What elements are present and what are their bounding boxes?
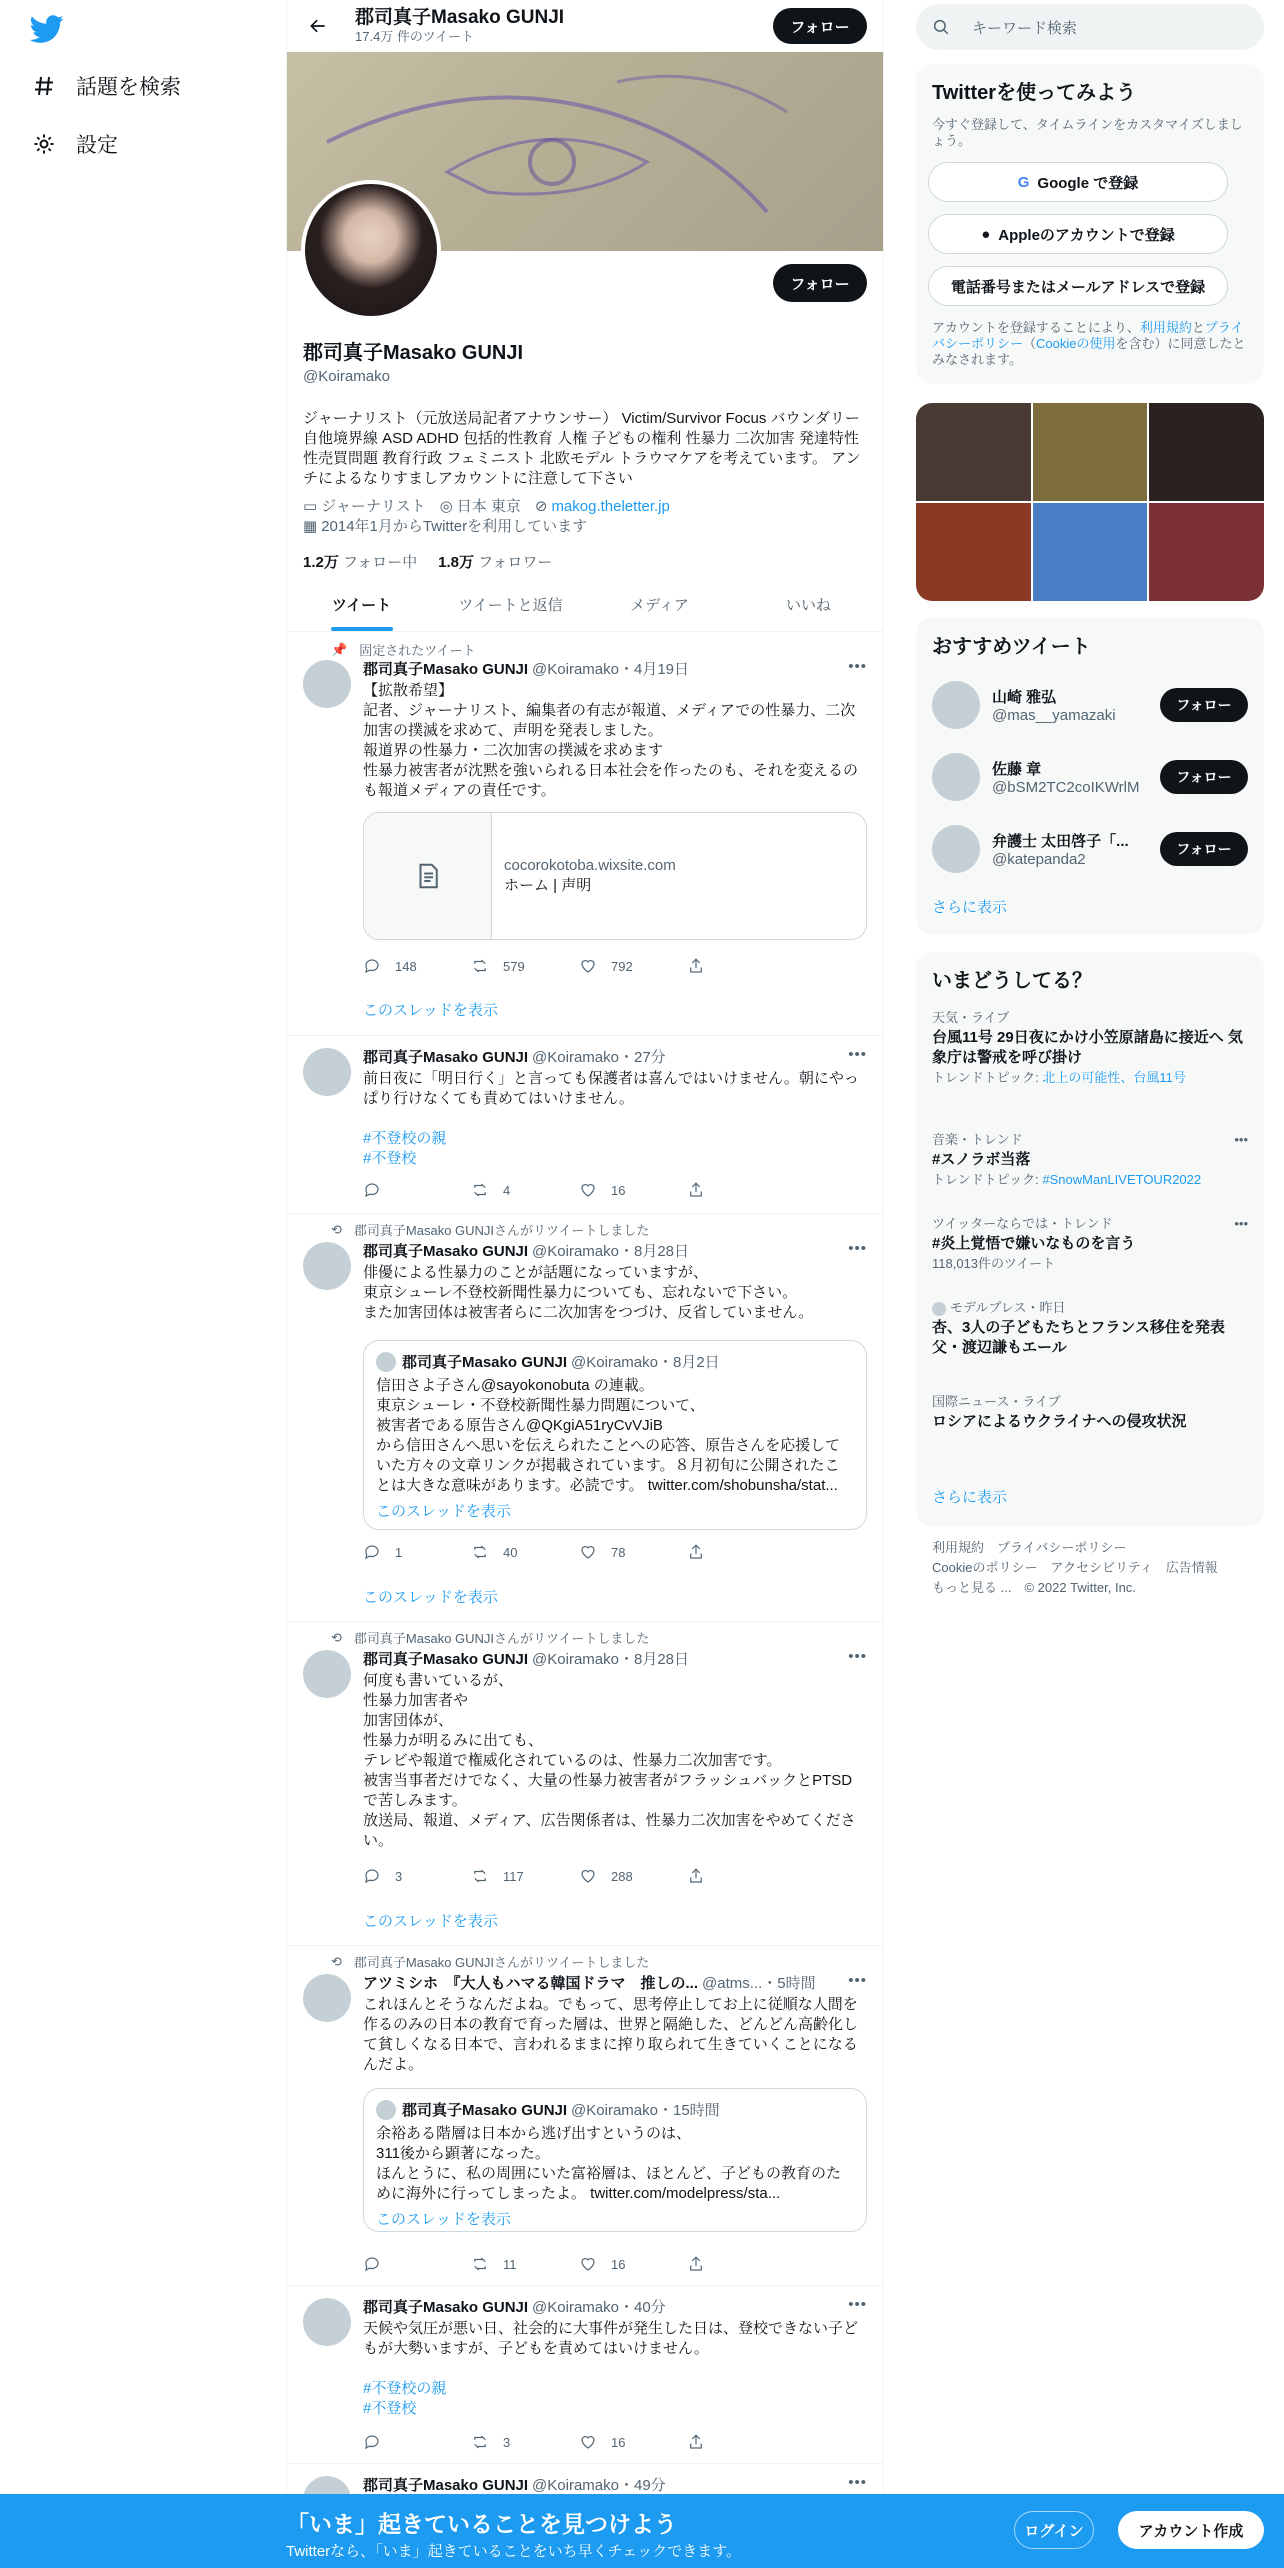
terms-link[interactable]: 利用規約 [1139,320,1192,335]
trend-title: #炎上覚悟で嫌いなものを言う [932,1235,1136,1252]
tweet-context [331,1220,649,1239]
tweet[interactable] [287,1622,883,1946]
profile-location-text: 日本 東京 [456,498,521,515]
quote-show-thread-link[interactable]: このスレッドを表示 [376,2211,511,2228]
tweet-header [363,658,867,679]
reply-count: 1 [395,1544,403,1560]
search-placeholder: キーワード検索 [972,19,1078,37]
tab-likes[interactable]: いいね [785,597,831,614]
login-prompt-bar [0,2494,1284,2568]
search-icon [932,18,950,36]
like-count: 16 [611,1182,626,1198]
recommended-title: おすすめツイート [932,636,1091,658]
more-icon[interactable]: ••• [848,2474,867,2491]
media-thumbnail[interactable] [916,503,1031,601]
profile-link-text[interactable]: makog.theletter.jp [551,498,670,515]
trend-sub-link[interactable]: 北上の可能性、台風11号 [1042,1070,1186,1085]
reply-icon [363,1543,381,1561]
more-icon[interactable]: ••• [848,1972,867,1989]
media-thumbnail[interactable] [1149,503,1264,601]
tab-tweets[interactable]: ツイート [287,578,436,631]
heart-icon [579,2433,597,2451]
tweet-body [363,2474,867,2495]
terms-paren: （ [1023,336,1037,351]
tweet-avatar[interactable] [303,1650,351,1698]
retweet-count: 11 [503,2256,517,2272]
tweet-context-text: 郡司真子Masako GUNJIさんがリツイートしました [353,1223,650,1238]
tweet-meta: @Koiramako・8月28日 [532,1651,689,1668]
retweet-button[interactable] [471,1866,579,1886]
tweet[interactable] [287,1036,883,1214]
show-thread-link[interactable]: このスレッドを表示 [363,1913,498,1930]
retweet-icon [471,957,489,975]
reply-count: 3 [395,1868,403,1884]
quote-header [376,1351,854,1372]
profile-stats [303,551,867,572]
tweet[interactable] [287,2286,883,2464]
trend-category: 天気・ライブ [932,1010,1010,1025]
recommended-name: 佐藤 章 [992,761,1042,778]
quote-header [376,2099,854,2120]
recommended-more-link[interactable]: さらに表示 [932,899,1008,916]
reply-button[interactable] [363,2432,471,2452]
tweet-actions [363,1866,795,1886]
apple-icon: ● [981,225,991,243]
recommended-user[interactable] [932,680,1248,730]
link-card[interactable] [363,812,867,940]
recommended-user[interactable] [932,824,1248,874]
nav-explore-label: 話題を検索 [76,76,181,99]
retweet-count: 3 [503,2434,511,2450]
trend-title: ロシアによるウクライナへの侵攻状況 [932,1413,1187,1430]
following-count: 1.2万 [303,554,339,571]
recommended-follow-button[interactable]: フォロー [1160,760,1248,794]
trend-item[interactable] [932,1010,1248,1086]
pin-icon: 📌 [331,641,348,657]
trend-sub-prefix: トレンドトピック: [932,1172,1043,1187]
profile-job-text: ジャーナリスト [321,498,426,515]
quote-author: 郡司真子Masako GUNJI [402,2102,568,2119]
header-name: 郡司真子Masako GUNJI [355,7,565,28]
quote-meta: @Koiramako・8月2日 [571,1354,720,1371]
share-icon [687,2433,705,2451]
tweet-text: 何度も書いているが、 性暴力加害者や 加害団体が、 性暴力が明るみに出ても、 テレビや報道で権威化されているのは、性暴力二次加害です。 被害当事者だけでなく、大量の性暴力被害者がフラッシュバックとPTSDで苦しみます。 放送局、報道、メディア、広告関係者は、性暴力二次加害をやめてください。 [363,1672,856,1849]
recommended-handle: @mas__yamazaki [992,707,1116,724]
terms-suffix: を含む）に同意したとみなされます。 [932,336,1246,367]
trends-panel [916,952,1264,1526]
quote-meta: @Koiramako・15時間 [571,2102,720,2119]
more-icon[interactable]: ••• [1234,1216,1248,1231]
retweet-button[interactable] [471,2432,579,2452]
tweet-header [363,1046,867,1067]
document-icon [364,813,492,939]
retweet-small-icon: ⟲ [331,1629,342,1645]
recommended-handle: @bSM2TC2coIKWrlM [992,779,1140,796]
tweet-author[interactable]: 郡司真子Masako GUNJI [363,1651,529,1668]
tweet-context-text: 固定されたツイート [359,643,476,658]
profile-job [303,497,426,517]
trend-item[interactable] [932,1132,1248,1188]
google-signup-label: Google で登録 [1037,174,1139,192]
trend-title: 台風11号 29日夜にかけ小笠原諸島に接近へ 気象庁は警戒を呼び掛け [932,1029,1243,1066]
cookie-link[interactable]: Cookieの使用 [1036,336,1116,351]
search-input[interactable] [916,4,1264,50]
followers-label: フォロワー [478,554,553,571]
heart-icon [579,1181,597,1199]
quote-avatar [376,1352,396,1372]
tweet-avatar[interactable] [303,660,351,708]
retweet-button[interactable] [471,2254,579,2274]
profile-avatar[interactable] [301,180,441,320]
profile-joined [303,517,867,537]
tweet-author[interactable]: 郡司真子Masako GUNJI [363,2477,529,2494]
tweet-header [363,1648,867,1669]
tweet-header [363,1240,867,1261]
like-button[interactable] [579,956,687,976]
footer-line[interactable]: Cookieのポリシー アクセシビリティ 広告情報 [932,1560,1218,1575]
profile-joined-text: 2014年1月からTwitterを利用しています [321,518,588,535]
hashtag-icon [30,72,58,100]
recommended-avatar[interactable] [932,825,980,873]
nav-settings-label: 設定 [76,134,118,157]
tab-tweets-replies[interactable]: ツイートと返信 [458,597,563,614]
trend-subtitle [932,1070,1248,1086]
reply-icon [363,2255,381,2273]
retweet-icon [471,1543,489,1561]
tweet-hashtags[interactable]: #不登校の親 #不登校 [363,2380,447,2417]
tweet-author[interactable]: 郡司真子Masako GUNJI [363,2299,529,2316]
more-icon[interactable]: ••• [848,1240,867,1257]
footer-line[interactable]: 利用規約 プライバシーポリシー [932,1540,1127,1555]
media-thumbnail[interactable] [1149,403,1264,501]
nav-explore[interactable] [30,66,181,106]
tweet-context [331,640,476,659]
tweet-meta: @Koiramako・49分 [532,2477,666,2494]
like-button[interactable] [579,2432,687,2452]
tweet-context [331,1628,649,1647]
more-icon[interactable]: ••• [848,1046,867,1063]
trend-sub-prefix: トレンドトピック: [932,1070,1043,1085]
media-grid [916,403,1264,601]
retweet-icon [471,2433,489,2451]
tweet-author[interactable]: アツミシホ 『大人もハマる韓国ドラマ 推しの... [363,1975,699,1992]
like-count: 78 [611,1544,626,1560]
signup-panel [916,64,1264,384]
following-link[interactable] [303,554,417,571]
right-sidebar [916,0,1264,2568]
more-icon[interactable]: ••• [848,658,867,675]
trends-more-link[interactable]: さらに表示 [932,1489,1008,1506]
tab-media[interactable]: メディア [630,597,689,614]
tweet-author[interactable]: 郡司真子Masako GUNJI [363,1243,529,1260]
tweet-avatar[interactable] [303,1974,351,2022]
terms-prefix: アカウントを登録することにより、 [932,320,1140,335]
like-count: 288 [611,1868,633,1884]
signup-title: Twitterを使ってみよう [932,82,1137,104]
recommended-follow-button[interactable]: フォロー [1160,832,1248,866]
tweet-header [363,1972,867,1993]
recommended-handle: @katepanda2 [992,851,1086,868]
tweet-context-text: 郡司真子Masako GUNJIさんがリツイートしました [353,1631,650,1646]
share-icon [687,957,705,975]
profile-name: 郡司真子Masako GUNJI [303,342,524,364]
google-icon: G [1017,173,1030,191]
share-button[interactable] [687,1180,795,1200]
tweet-body [363,1240,867,1323]
retweet-small-icon: ⟲ [331,1221,342,1237]
recommended-avatar[interactable] [932,681,980,729]
heart-icon [579,2255,597,2273]
recommended-name: 山崎 雅弘 [992,689,1057,706]
share-button[interactable] [687,1542,795,1562]
retweet-icon [471,1181,489,1199]
tweet-body [363,1972,867,2075]
like-button[interactable] [579,1542,687,1562]
tweet-context-text: 郡司真子Masako GUNJIさんがリツイートしました [353,1955,650,1970]
trends-title: いまどうしてる？ [932,970,1092,992]
trend-subtitle [932,1172,1248,1188]
followers-count: 1.8万 [438,554,474,571]
media-thumbnail[interactable] [916,403,1031,501]
terms-and: と [1191,320,1205,335]
card-title: ホーム | 声明 [504,877,592,894]
login-prompt-subtitle: Twitterなら、「いま」起きていることをいち早くチェックできます。 [286,2543,742,2560]
signup-terms [932,320,1248,368]
followers-link[interactable] [438,554,552,571]
recommended-follow-button[interactable]: フォロー [1160,688,1248,722]
reply-button[interactable] [363,1866,471,1886]
signup-subtitle: 今すぐ登録して、タイムラインをカスタマイズしましょう。 [932,117,1243,148]
login-prompt-title: 「いま」起きていることを見つけよう [286,2511,677,2537]
main-column [286,0,884,2568]
trend-category: 音楽・トレンド [932,1132,1023,1147]
trend-item[interactable] [932,1394,1248,1432]
gear-icon [30,130,58,158]
retweet-small-icon: ⟲ [331,1953,342,1969]
tweet-author[interactable]: 郡司真子Masako GUNJI [363,661,529,678]
reply-button[interactable] [363,2254,471,2274]
tweet-meta: @atms...・5時間 [702,1975,816,1992]
quote-tweet[interactable] [363,2088,867,2232]
more-icon[interactable]: ••• [848,2296,867,2313]
retweet-count: 579 [503,958,525,974]
phone-signup-button[interactable] [928,266,1228,306]
trend-category: ツイッターならでは・トレンド [932,1216,1113,1231]
tweet-actions [363,1542,795,1562]
recommended-name: 弁護士 太田啓子「... [992,833,1129,850]
trend-category-row [932,1300,1248,1316]
link-icon: ⊘ [534,498,548,515]
source-avatar [932,1302,946,1316]
quote-author: 郡司真子Masako GUNJI [402,1354,568,1371]
like-button[interactable] [579,1180,687,1200]
reply-button[interactable] [363,1180,471,1200]
tweet-avatar[interactable] [303,1242,351,1290]
reply-icon [363,1181,381,1199]
back-arrow-icon[interactable] [303,11,333,41]
tweet[interactable] [287,1214,883,1622]
tweet-body [363,2296,867,2419]
header-tweet-count: 17.4万 件のツイート [355,29,475,44]
retweet-button[interactable] [471,1542,579,1562]
reply-count: 148 [395,958,417,974]
share-icon [687,1543,705,1561]
tweet[interactable] [287,1946,883,2286]
recommended-avatar[interactable] [932,753,980,801]
tweet-meta: @Koiramako・4月19日 [532,661,689,678]
trend-category: モデルプレス・昨日 [950,1300,1066,1315]
tweet-author[interactable]: 郡司真子Masako GUNJI [363,1049,529,1066]
trend-item[interactable] [932,1300,1248,1358]
quote-text: 余裕ある階層は日本から逃げ出すというのは、 311後から顕著になった。 ほんとうに、私の周囲にいた富裕層は、ほとんど、子どもの教育のために海外に行ってしまったよ。 twitter.com/modelpress/sta... [376,2125,842,2202]
briefcase-icon: ▭ [303,498,318,515]
tweet[interactable] [287,632,883,1036]
footer-line[interactable]: もっと見る ... © 2022 Twitter, Inc. [932,1580,1136,1595]
phone-signup-label: 電話番号またはメールアドレスで登録 [950,278,1206,296]
profile-meta [303,497,867,517]
like-count: 792 [611,958,633,974]
header-follow-button[interactable]: フォロー [773,8,867,44]
google-signup-button[interactable] [928,162,1228,202]
apple-signup-label: Appleのアカウントで登録 [998,226,1175,244]
nav-settings[interactable] [30,124,118,164]
card-domain: cocorokotoba.wixsite.com [504,857,676,874]
tweet-hashtags[interactable]: #不登校の親 #不登校 [363,1130,447,1167]
share-icon [687,2255,705,2273]
twitter-logo-icon[interactable] [30,12,64,46]
share-button[interactable] [687,1866,795,1886]
like-count: 16 [611,2434,626,2450]
media-thumbnail[interactable] [1033,503,1148,601]
tweet-meta: @Koiramako・27分 [532,1049,666,1066]
retweet-icon [471,2255,489,2273]
tweet-context [331,1952,649,1971]
tweet-actions [363,956,795,976]
heart-icon [579,1543,597,1561]
trend-item[interactable] [932,1216,1248,1272]
heart-icon [579,957,597,975]
following-label: フォロー中 [343,554,418,571]
reply-icon [363,2433,381,2451]
tweet-header [363,2474,867,2495]
profile-follow-button[interactable]: フォロー [773,264,867,302]
profile-location [440,497,521,517]
profile-header-bar [287,0,883,52]
heart-icon [579,1867,597,1885]
tweet-meta: @Koiramako・8月28日 [532,1243,689,1260]
signup-button[interactable]: アカウント作成 [1118,2511,1264,2549]
tweet-avatar[interactable] [303,2298,351,2346]
reply-icon [363,1867,381,1885]
retweet-button[interactable] [471,1180,579,1200]
left-nav [0,0,286,2568]
privacy-link[interactable]: プライバシーポリシー [932,320,1244,351]
share-icon [687,1181,705,1199]
trend-title: 杏、3人の子どもたちとフランス移住を発表 父・渡辺謙もエール [932,1319,1225,1356]
profile-link[interactable] [535,497,670,517]
tweet-text: 俳優による性暴力のことが話題になっていますが、 東京シューレ不登校新聞性暴力についても、忘れないで下さい。 また加害団体は被害者らに二次加害をつづけ、反省していません。 [363,1264,814,1321]
tweet-text: 【拡散希望】 記者、ジャーナリスト、編集者の有志が報道、メディアでの性暴力、二次加害の撲滅を求めて、声明を発表しました。 報道界の性暴力・二次加害の撲滅を求めます 性暴力被害者が沈黙を強いられる日本社会を作ったのも、それを変えるのも報道メディアの責任です。 [363,682,859,799]
quote-avatar [376,2100,396,2120]
quote-show-thread-link[interactable]: このスレッドを表示 [376,1503,511,1520]
retweet-count: 117 [503,1868,524,1884]
calendar-icon: ▦ [303,518,318,535]
profile-handle: @Koiramako [303,368,390,385]
tweet-actions [363,2432,795,2452]
quote-text: 信田さよ子さん@sayokonobuta の連載。 東京シューレ・不登校新聞性暴力問題について、 被害者である原告さん@QKgiA51ryCvVJiB から信田さんへ思いを伝えられたことへの応答、原告さんを応援していた方々の文章リンクが掲載されています。８月初旬に公開されたことは大きな意味があります。必読です。 twitter.com/shobunsha/stat... [376,1377,841,1494]
share-button[interactable] [687,2432,795,2452]
apple-signup-button[interactable] [928,214,1228,254]
tweet-avatar[interactable] [303,1048,351,1096]
reply-icon [363,957,381,975]
reply-button[interactable] [363,1542,471,1562]
tweet-text: 前日夜に「明日行く」と言っても保護者は喜んではいけません。朝にやっぱり行けなくても責めてはいけません。 [363,1070,859,1107]
share-button[interactable] [687,956,795,976]
reply-button[interactable] [363,956,471,976]
trend-sub-link[interactable]: #SnowManLIVETOUR2022 [1042,1172,1202,1187]
media-thumbnail[interactable] [1033,403,1148,501]
tweet-header [363,2296,867,2317]
login-button[interactable]: ログイン [1014,2511,1094,2549]
show-thread-link[interactable]: このスレッドを表示 [363,1589,498,1606]
like-count: 16 [611,2256,626,2272]
show-thread-link[interactable]: このスレッドを表示 [363,1002,498,1019]
trend-title: #スノラボ当落 [932,1151,1031,1168]
retweet-button[interactable] [471,956,579,976]
profile-bio: ジャーナリスト（元放送局記者アナウンサー） Victim/Survivor Focus バウンダリー 自他境界線 ASD ADHD 包括的性教育 人権 子どもの権利 性暴力 二次加害 発達特性 性売買問題 教育行政 フェミニスト 北欧モデル トラウマケアを考えています。 アンチによるなりすましアカウントに注意して下さい [303,410,861,487]
like-button[interactable] [579,1866,687,1886]
tweet-body [363,1046,867,1169]
profile-info [303,336,867,572]
footer-links [932,1538,1248,1598]
like-button[interactable] [579,2254,687,2274]
tweet-actions [363,1180,795,1200]
location-pin-icon: ◎ [439,498,453,515]
retweet-icon [471,1867,489,1885]
tweet-body [363,658,867,801]
share-icon [687,1867,705,1885]
tweet-meta: @Koiramako・40分 [532,2299,666,2316]
recommended-user[interactable] [932,752,1248,802]
profile-tabs [287,578,883,632]
more-icon[interactable]: ••• [1234,1132,1248,1147]
quote-tweet[interactable] [363,1340,867,1530]
tweet-actions [363,2254,795,2274]
recommended-panel [916,618,1264,934]
tweet-text: これほんとそうなんだよね。でもって、思考停止してお上に従順な人間を作るのみの日本の教育で育った層は、世界と隔絶した、どんどん高齢化して貧しくなる日本で、言われるままに搾り取られて生きていくことになるんだよ。 [363,1996,859,2073]
tweet-body [363,1648,867,1851]
trend-category: 国際ニュース・ライブ [932,1394,1061,1409]
tweet-text: 天候や気圧が悪い日、社会的に大事件が発生した日は、登校できない子どもが大勢いますが、子どもを責めてはいけません。 [363,2320,859,2357]
retweet-count: 40 [503,1544,518,1560]
retweet-count: 4 [503,1182,511,1198]
share-button[interactable] [687,2254,795,2274]
trend-subtitle: 118,013件のツイート [932,1256,1056,1271]
more-icon[interactable]: ••• [848,1648,867,1665]
